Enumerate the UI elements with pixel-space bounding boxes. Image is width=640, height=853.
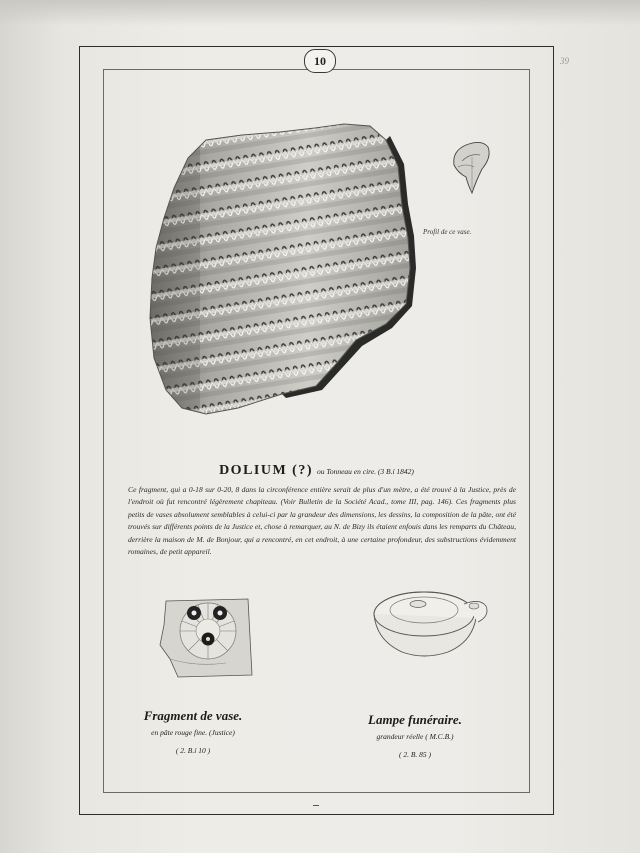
bottom-dash xyxy=(313,805,319,806)
lamp-reference: ( 2. B. 85 ) xyxy=(398,750,432,759)
dolium-title: DOLIUM (?) xyxy=(219,463,313,478)
fragment-reference: ( 2. B.í 10 ) xyxy=(175,746,211,755)
funerary-lamp-illustration xyxy=(368,584,492,664)
fragment-subtitle: en pâte rouge fine. (Justice) xyxy=(151,728,235,737)
fragment-caption xyxy=(118,708,268,755)
page-mark: 39 xyxy=(560,56,569,66)
dolium-fragment-illustration xyxy=(140,118,420,418)
vase-profile-sketch xyxy=(446,137,494,197)
vase-fragment-illustration xyxy=(156,595,256,681)
fragment-title: Fragment de vase. xyxy=(143,708,243,723)
dolium-title-line xyxy=(103,461,530,479)
lamp-subtitle: grandeur réelle ( M.C.B.) xyxy=(376,732,454,741)
lamp-caption xyxy=(340,712,490,759)
plate-number: 10 xyxy=(304,49,336,73)
profile-label: Profil de ce vase. xyxy=(423,228,472,236)
dolium-subtitle: ou Tonneau en cire. (3 B.í 1842) xyxy=(317,467,414,476)
dolium-description: Ce fragment, qui a 0-18 sur 0-20, 8 dans la circonférence entière serait de plus d'un mètre, a été trouvé à la Justice, près de l'endroit où fut rencontré légèrement chapiteau. (Voir Bulletin de la Société Acad., tome III, pag. 146). Ces fragments plus petits de vases absolument semblables à celui-ci par la grandeur des dimensions, les dessins, la composition de la pâte, ont été trouvés sur différents points de la Justice et, chose à remarquer, au N. de Bizy ils étaient enfouis dans les remparts du Château, derrière la maison de M. de Bonjour, qui a rencontré, en cet endroit, à une certaine profondeur, des substructions évidemment romaines, de petit appareil. xyxy=(128,485,516,557)
lamp-title: Lampe funéraire. xyxy=(368,712,462,727)
page-shadow xyxy=(0,0,640,26)
